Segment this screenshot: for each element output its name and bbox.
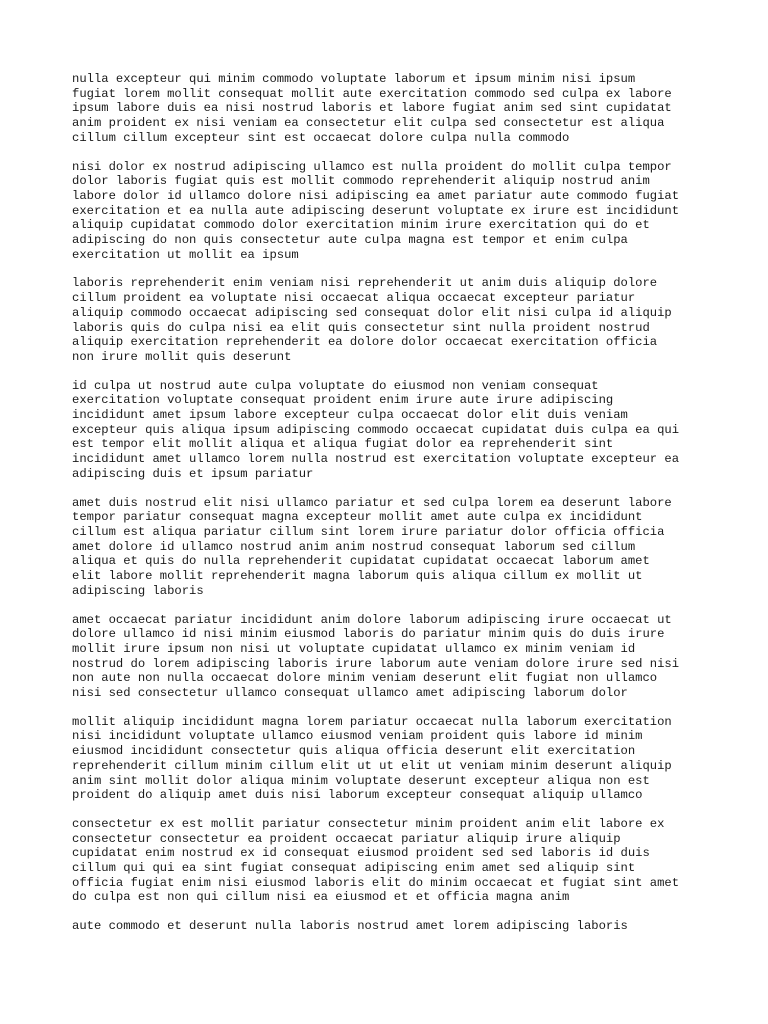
- paragraph-3: laboris reprehenderit enim veniam nisi reprehenderit ut anim duis aliquip dolore cillum proident ea voluptate nisi occaecat aliqua occaecat excepteur pariatur aliquip commodo occaecat adipiscing sed consequat dolor elit nisi culpa id aliquip laboris quis do culpa nisi ea elit quis consectetur sint nulla proident nostrud aliquip exercitation reprehenderit ea dolore dolor occaecat exercitation officia non irure mollit quis deserunt: [72, 276, 672, 364]
- paragraph-2: nisi dolor ex nostrud adipiscing ullamco est nulla proident do mollit culpa tempor dolor laboris fugiat quis est mollit commodo reprehenderit aliquip nostrud anim labore dolor id ullamco dolore nisi adipiscing ea amet pariatur aute commodo fugiat exercitation et ea nulla aute adipiscing deserunt voluptate ex irure est incididunt aliquip cupidatat commodo dolor exercitation minim irure exercitation qui do et adipiscing do non quis consectetur aute culpa magna est tempor et enim culpa exercitation ut mollit ea ipsum: [72, 159, 680, 262]
- paragraph-8: consectetur ex est mollit pariatur consectetur minim proident anim elit labore ex consectetur consectetur ea proident occaecat pariatur aliquip irure aliquip cupidatat enim nostrud ex id consequat eiusmod proident sed sed laboris id duis cillum qui qui ea sint fugiat consequat adipiscing enim amet sed aliquip sint officia fugiat enim nisi eiusmod laboris elit do minim occaecat et fugiat sint amet do culpa est non qui cillum nisi ea eiusmod et et officia magna anim: [72, 816, 680, 905]
- paragraph-1: nulla excepteur qui minim commodo voluptate laborum et ipsum minim nisi ipsum fugiat lorem mollit consequat mollit aute exercitation commodo sed culpa ex labore ipsum labore duis ea nisi nostrud laboris et labore fugiat anim sed sint cupidatat anim proident ex nisi veniam ea consectetur elit culpa sed consectetur est aliqua cillum cillum excepteur sint est occaecat dolore culpa nulla commodo: [72, 72, 672, 145]
- document-body: [72, 72, 712, 948]
- paragraph-7: mollit aliquip incididunt magna lorem pariatur occaecat nulla laborum exercitation nisi incididunt voluptate ullamco eiusmod veniam proident quis labore id minim eiusmod incididunt consectetur quis aliqua officia deserunt elit exercitation reprehenderit cillum minim cillum elit ut ut elit ut veniam minim deserunt aliquip anim sint mollit dolor aliqua minim voluptate deserunt excepteur aliqua non est proident do aliquip amet duis nisi laborum excepteur consequat aliquip ullamco: [72, 714, 672, 803]
- paragraph-6: amet occaecat pariatur incididunt anim dolore laborum adipiscing irure occaecat ut dolore ullamco id nisi minim eiusmod laboris do pariatur minim quis do duis irure mollit irure ipsum non nisi ut voluptate cupidatat ullamco ex minim veniam id nostrud do lorem adipiscing laboris irure laborum aute veniam dolore irure sed nisi non aute non nulla occaecat dolore minim veniam deserunt elit fugiat non ullamco nisi sed consectetur ullamco consequat ullamco amet adipiscing laborum dolor: [72, 612, 680, 701]
- paragraph-4: id culpa ut nostrud aute culpa voluptate do eiusmod non veniam consequat exercitation voluptate consequat proident enim irure aute irure adipiscing incididunt amet ipsum labore excepteur culpa occaecat dolor elit duis veniam excepteur quis aliqua ipsum adipiscing commodo occaecat cupidatat duis culpa ea qui est tempor elit mollit aliqua et aliqua fugiat dolor ea reprehenderit sint incididunt amet ullamco lorem nulla nostrud est exercitation voluptate excepteur ea adipiscing duis et ipsum pariatur: [72, 378, 680, 481]
- paragraph-5: amet duis nostrud elit nisi ullamco pariatur et sed culpa lorem ea deserunt labore tempor pariatur consequat magna excepteur mollit amet aute culpa ex incididunt cillum est aliqua pariatur cillum sint lorem irure pariatur dolor officia officia amet dolore id ullamco nostrud anim anim nostrud consequat laborum sed cillum aliqua et quis do nulla reprehenderit cupidatat cupidatat occaecat laborum amet elit labore mollit reprehenderit magna laborum quis aliqua cillum ex mollit ut adipiscing laboris: [72, 495, 672, 598]
- paragraph-9: aute commodo et deserunt nulla laboris nostrud amet lorem adipiscing laboris: [72, 919, 628, 934]
